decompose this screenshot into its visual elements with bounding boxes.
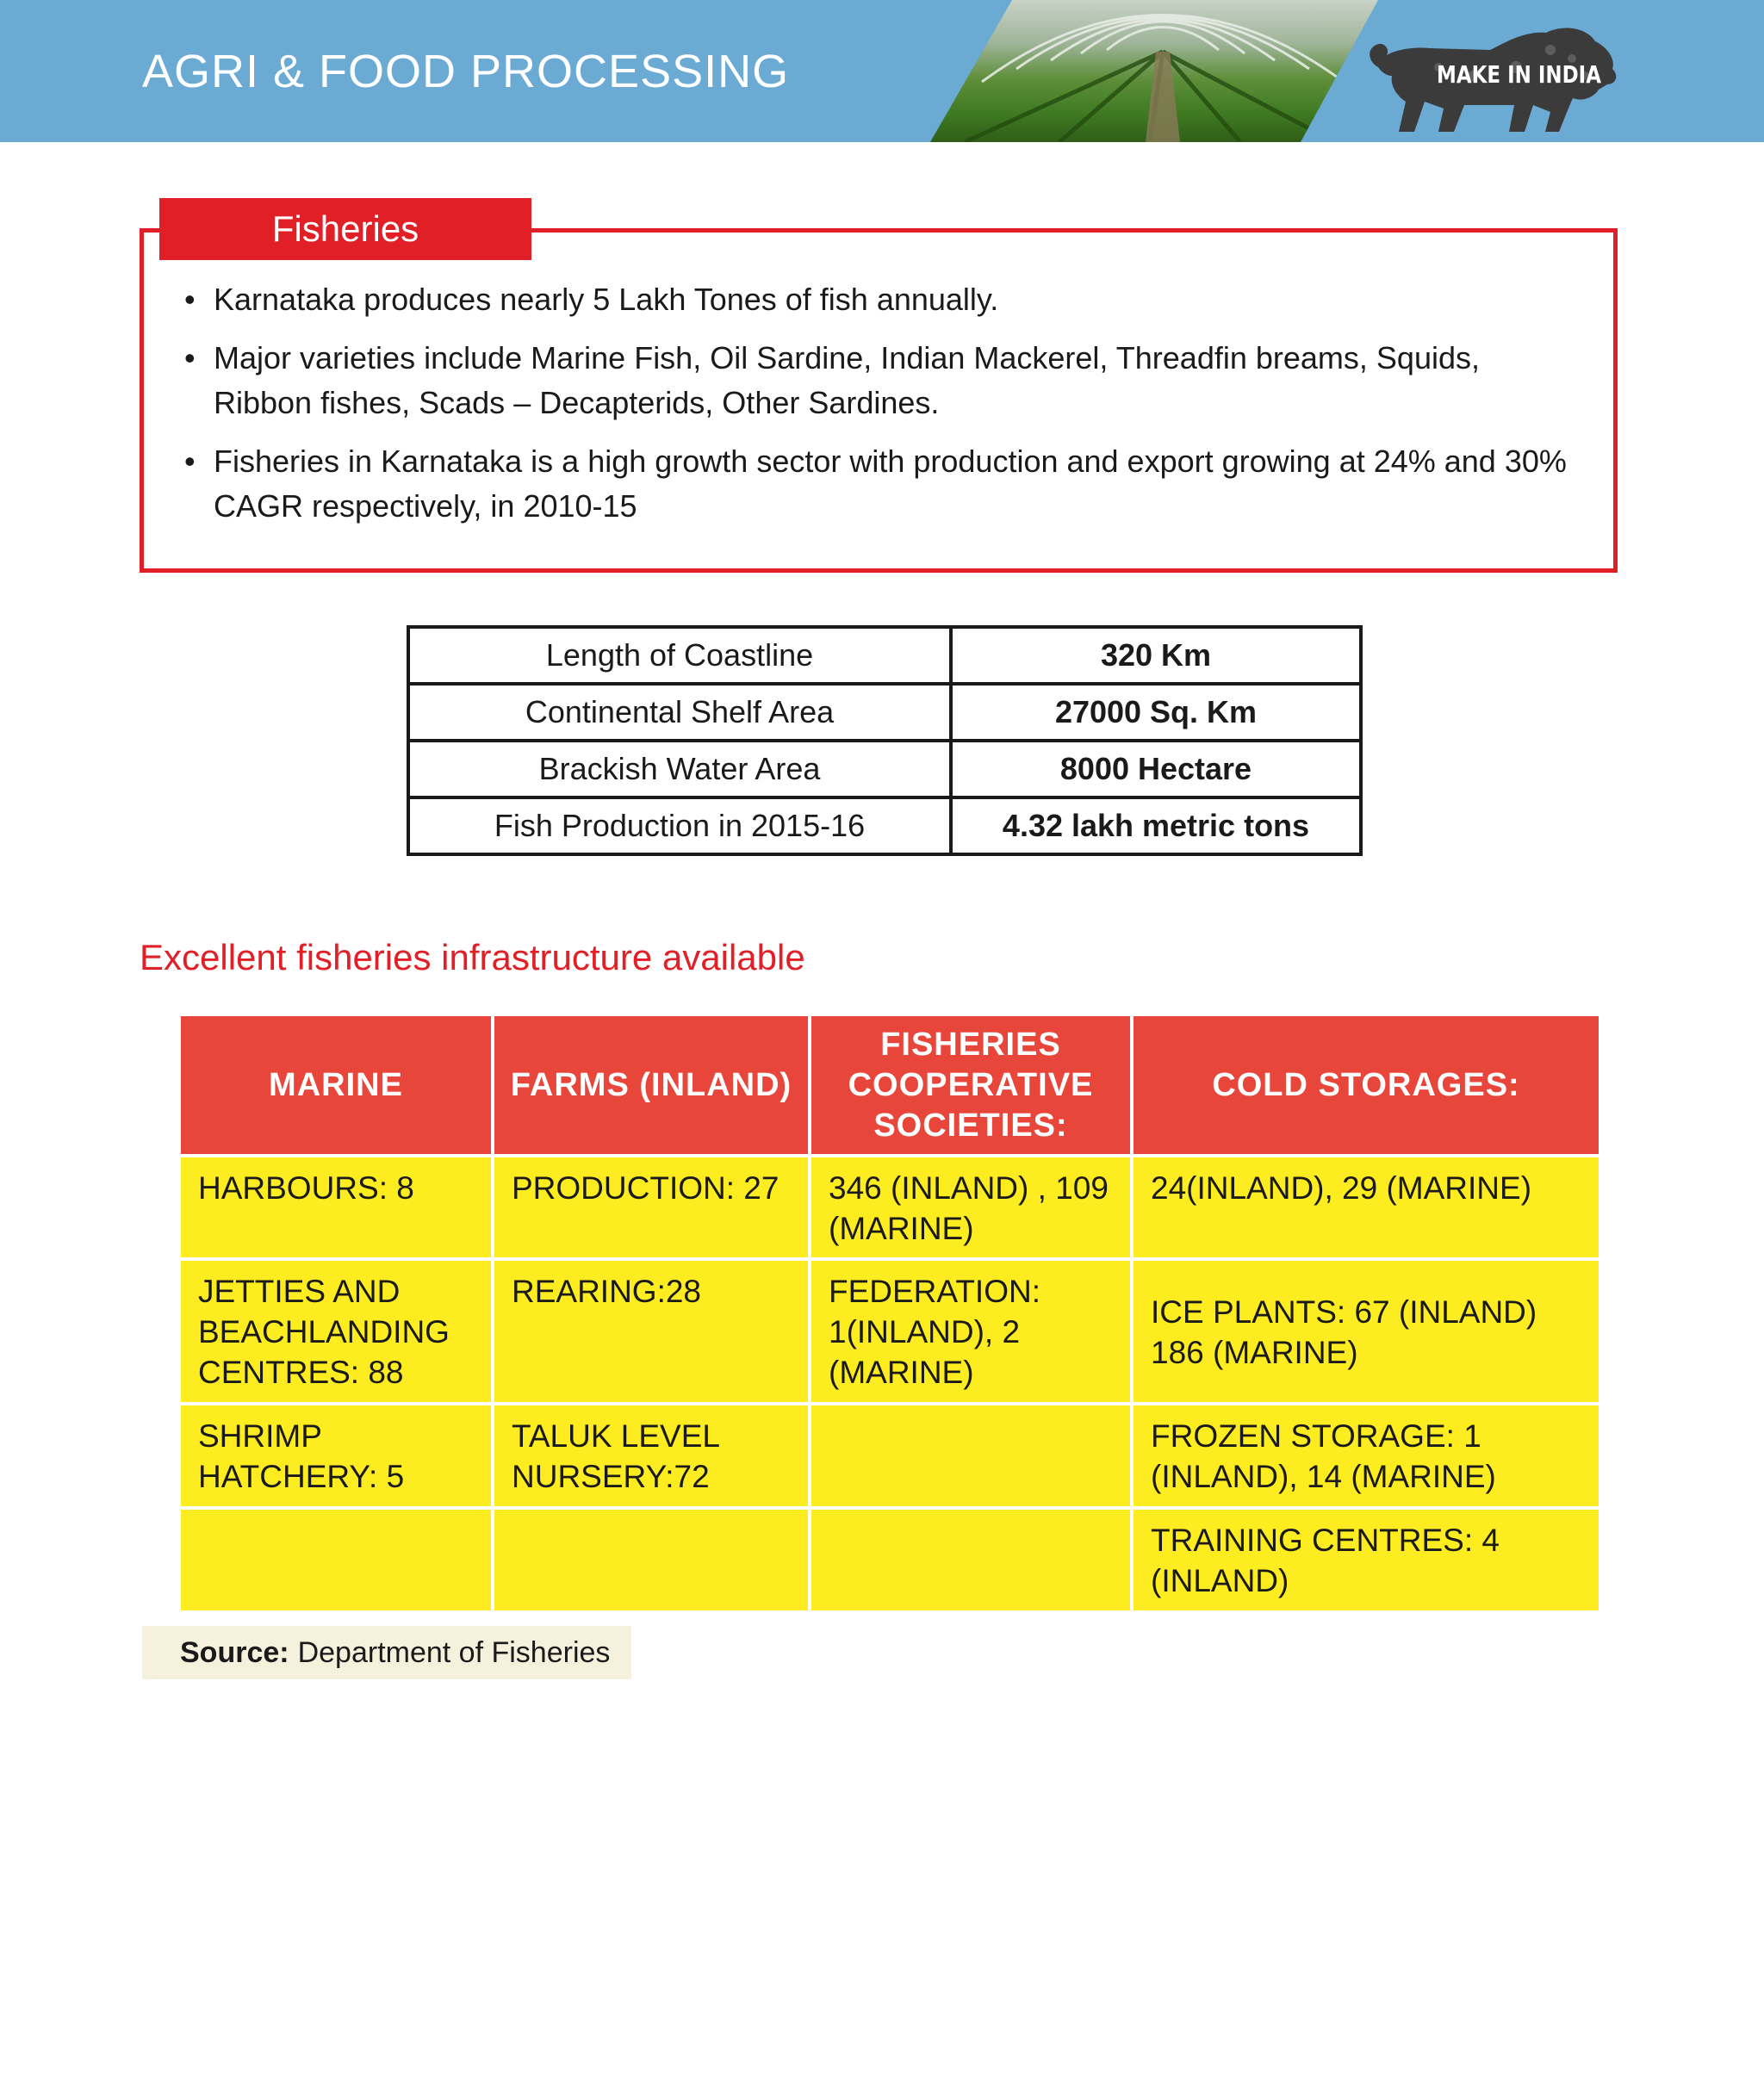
page-header	[0, 0, 1764, 142]
table-row	[408, 684, 1361, 741]
page-title: AGRI & FOOD PROCESSING	[142, 46, 790, 97]
table-cell	[811, 1405, 1130, 1506]
table-header-row	[181, 1016, 1599, 1154]
table-cell: FROZEN STORAGE: 1 (INLAND), 14 (MARINE)	[1134, 1405, 1599, 1506]
stat-value: 320 Km	[951, 627, 1361, 684]
table-cell	[181, 1510, 491, 1610]
source-note	[142, 1626, 631, 1679]
table-cell: TRAINING CENTRES: 4 (INLAND)	[1134, 1510, 1599, 1610]
fisheries-bullets	[181, 277, 1576, 543]
column-header: FISHERIES COOPERATIVE SOCIETIES:	[811, 1016, 1130, 1154]
table-cell: SHRIMP HATCHERY: 5	[181, 1405, 491, 1506]
stat-label: Continental Shelf Area	[408, 684, 951, 741]
bullet-item	[181, 439, 1576, 529]
column-header: MARINE	[181, 1016, 491, 1154]
column-header: COLD STORAGES:	[1134, 1016, 1599, 1154]
stat-label: Fish Production in 2015-16	[408, 797, 951, 854]
section-heading: Excellent fisheries infrastructure available	[140, 937, 805, 977]
fisheries-tab: Fisheries	[159, 198, 531, 260]
table-row	[181, 1510, 1599, 1610]
infrastructure-table	[177, 1013, 1602, 1614]
table-cell: HARBOURS: 8	[181, 1157, 491, 1257]
bullet-item	[181, 336, 1576, 425]
bullet-text: Fisheries in Karnataka is a high growth sector with production and export growing at 24% and 30% CAGR respectively, in 2010-15	[214, 444, 1567, 524]
source-label: Source:	[180, 1635, 289, 1669]
bullet-dot-icon: •	[184, 340, 196, 375]
source-text: Department of Fisheries	[297, 1635, 611, 1669]
stat-label: Length of Coastline	[408, 627, 951, 684]
table-cell: ICE PLANTS: 67 (INLAND) 186 (MARINE)	[1134, 1261, 1599, 1402]
table-cell: 346 (INLAND) , 109 (MARINE)	[811, 1157, 1130, 1257]
table-cell	[811, 1510, 1130, 1610]
table-row	[181, 1261, 1599, 1402]
table-cell: JETTIES AND BEACHLANDING CENTRES: 88	[181, 1261, 491, 1402]
coastline-stats-table	[407, 625, 1363, 856]
table-cell: REARING:28	[494, 1261, 808, 1402]
bullet-text: Karnataka produces nearly 5 Lakh Tones of fish annually.	[214, 282, 999, 317]
bullet-text: Major varieties include Marine Fish, Oil Sardine, Indian Mackerel, Threadfin breams, Squids, Ribbon fishes, Scads – Decapterids, Other Sardines.	[214, 340, 1480, 420]
logo-text: MAKE IN INDIA	[1437, 60, 1601, 89]
table-row	[181, 1157, 1599, 1257]
stat-value: 4.32 lakh metric tons	[951, 797, 1361, 854]
greenhouse-photo	[930, 0, 1378, 142]
table-cell	[494, 1510, 808, 1610]
table-cell: 24(INLAND), 29 (MARINE)	[1134, 1157, 1599, 1257]
table-row	[181, 1405, 1599, 1506]
table-row	[408, 627, 1361, 684]
stat-value: 8000 Hectare	[951, 741, 1361, 797]
stat-value: 27000 Sq. Km	[951, 684, 1361, 741]
table-cell: PRODUCTION: 27	[494, 1157, 808, 1257]
bullet-dot-icon: •	[184, 444, 196, 479]
table-cell: FEDERATION: 1(INLAND), 2 (MARINE)	[811, 1261, 1130, 1402]
bullet-dot-icon: •	[184, 282, 196, 317]
table-cell: TALUK LEVEL NURSERY:72	[494, 1405, 808, 1506]
column-header: FARMS (INLAND)	[494, 1016, 808, 1154]
bullet-item	[181, 277, 1576, 322]
table-row	[408, 797, 1361, 854]
table-row	[408, 741, 1361, 797]
stat-label: Brackish Water Area	[408, 741, 951, 797]
